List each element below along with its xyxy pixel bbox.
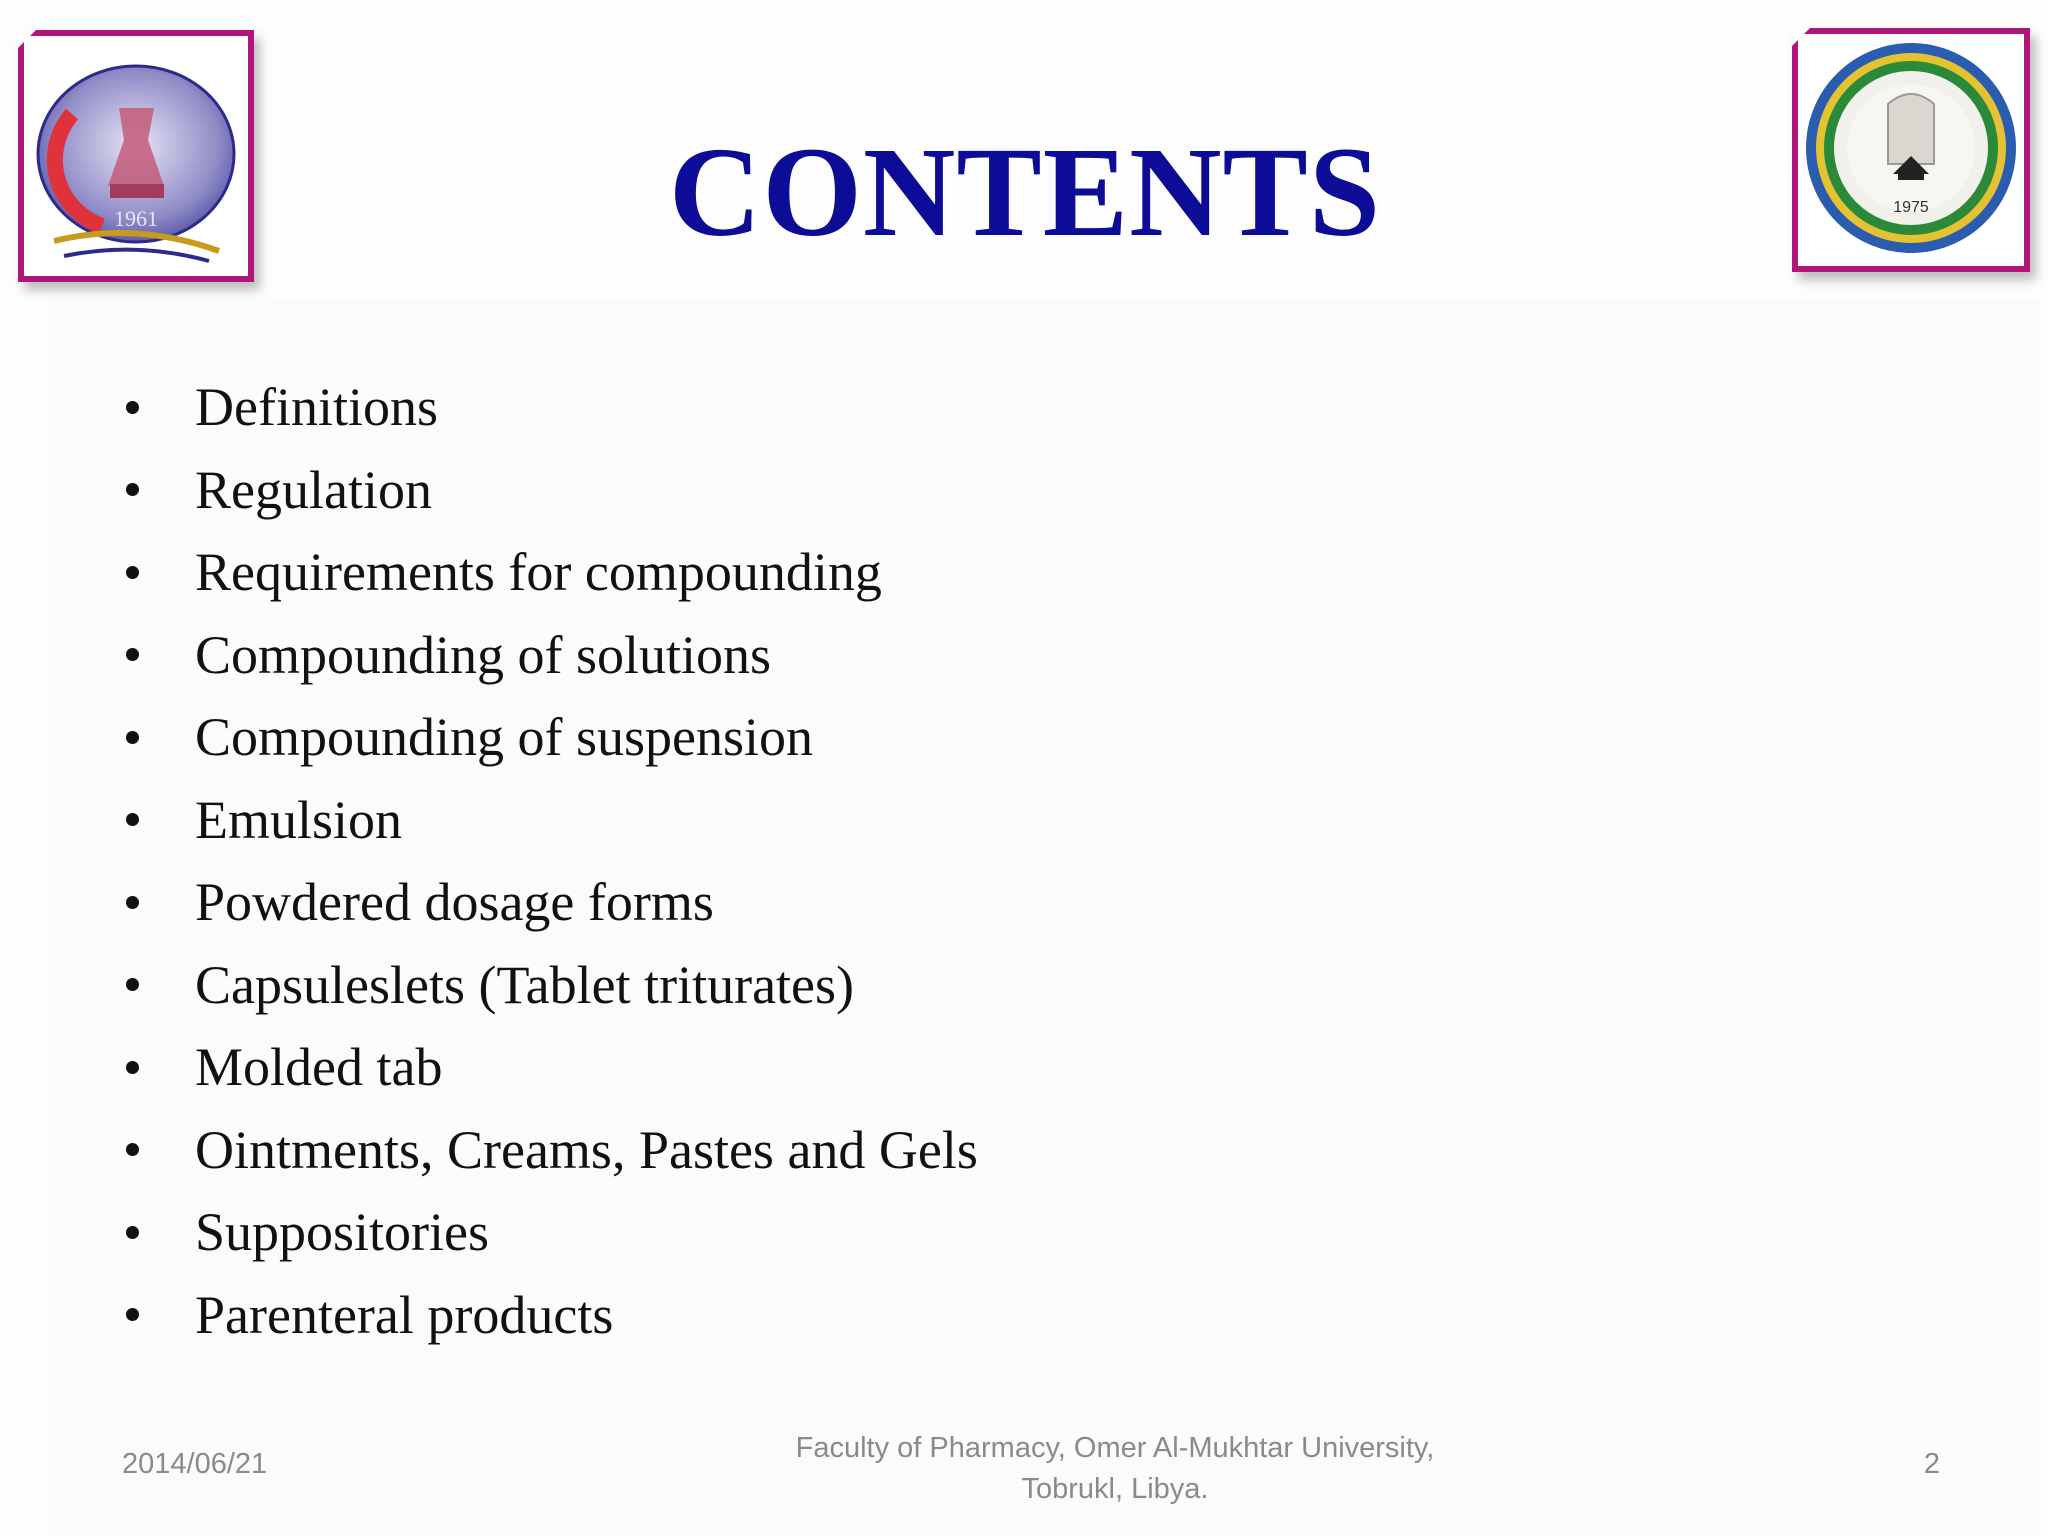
list-item bbox=[120, 1191, 978, 1274]
list-item bbox=[120, 614, 978, 697]
list-item-text: Emulsion bbox=[195, 789, 403, 850]
list-item bbox=[120, 944, 978, 1027]
list-item-text: Suppositories bbox=[195, 1202, 490, 1263]
list-item bbox=[120, 696, 978, 779]
list-item bbox=[120, 449, 978, 532]
list-item bbox=[120, 1109, 978, 1192]
bullet-icon bbox=[126, 483, 139, 496]
bullet-icon bbox=[126, 896, 139, 909]
bullet-icon bbox=[126, 1143, 139, 1156]
footer-institution bbox=[700, 1428, 1530, 1510]
list-item bbox=[120, 531, 978, 614]
list-item bbox=[120, 1274, 978, 1357]
bullet-icon bbox=[126, 648, 139, 661]
svg-text:1975: 1975 bbox=[1893, 199, 1929, 216]
list-item bbox=[120, 861, 978, 944]
slide-title: CONTENTS bbox=[668, 121, 1382, 263]
bullet-icon bbox=[126, 1308, 139, 1321]
bullet-icon bbox=[126, 813, 139, 826]
list-item-text: Compounding of solutions bbox=[195, 624, 772, 685]
bullet-icon bbox=[126, 1226, 139, 1239]
right-logo bbox=[1792, 28, 2030, 272]
list-item bbox=[120, 366, 978, 449]
svg-text:1961: 1961 bbox=[114, 206, 158, 231]
list-item-text: Requirements for compounding bbox=[195, 542, 882, 603]
list-item-text: Molded tab bbox=[195, 1037, 443, 1098]
list-item bbox=[120, 779, 978, 862]
faculty-emblem-icon bbox=[24, 36, 248, 276]
bullet-icon bbox=[126, 978, 139, 991]
bullet-icon bbox=[126, 731, 139, 744]
list-item-text: Compounding of suspension bbox=[195, 707, 814, 768]
list-item-text: Parenteral products bbox=[195, 1284, 614, 1345]
bullet-icon bbox=[126, 401, 139, 414]
list-item bbox=[120, 1026, 978, 1109]
contents-list bbox=[120, 366, 978, 1356]
footer-date: 2014/06/21 bbox=[122, 1448, 268, 1480]
bullet-icon bbox=[126, 566, 139, 579]
footer-line-2: Tobrukl, Libya. bbox=[1021, 1473, 1209, 1505]
university-seal-icon bbox=[1798, 34, 2024, 266]
list-item-text: Powdered dosage forms bbox=[195, 872, 714, 933]
left-logo bbox=[18, 30, 254, 282]
list-item-text: Definitions bbox=[195, 377, 438, 438]
list-item-text: Regulation bbox=[195, 459, 432, 520]
bullet-icon bbox=[126, 1061, 139, 1074]
page-number: 2 bbox=[1923, 1448, 1940, 1480]
list-item-text: Ointments, Creams, Pastes and Gels bbox=[195, 1119, 978, 1180]
footer-line-1: Faculty of Pharmacy, Omer Al-Mukhtar University, bbox=[795, 1432, 1435, 1464]
list-item-text: Capsuleslets (Tablet triturates) bbox=[195, 954, 855, 1015]
